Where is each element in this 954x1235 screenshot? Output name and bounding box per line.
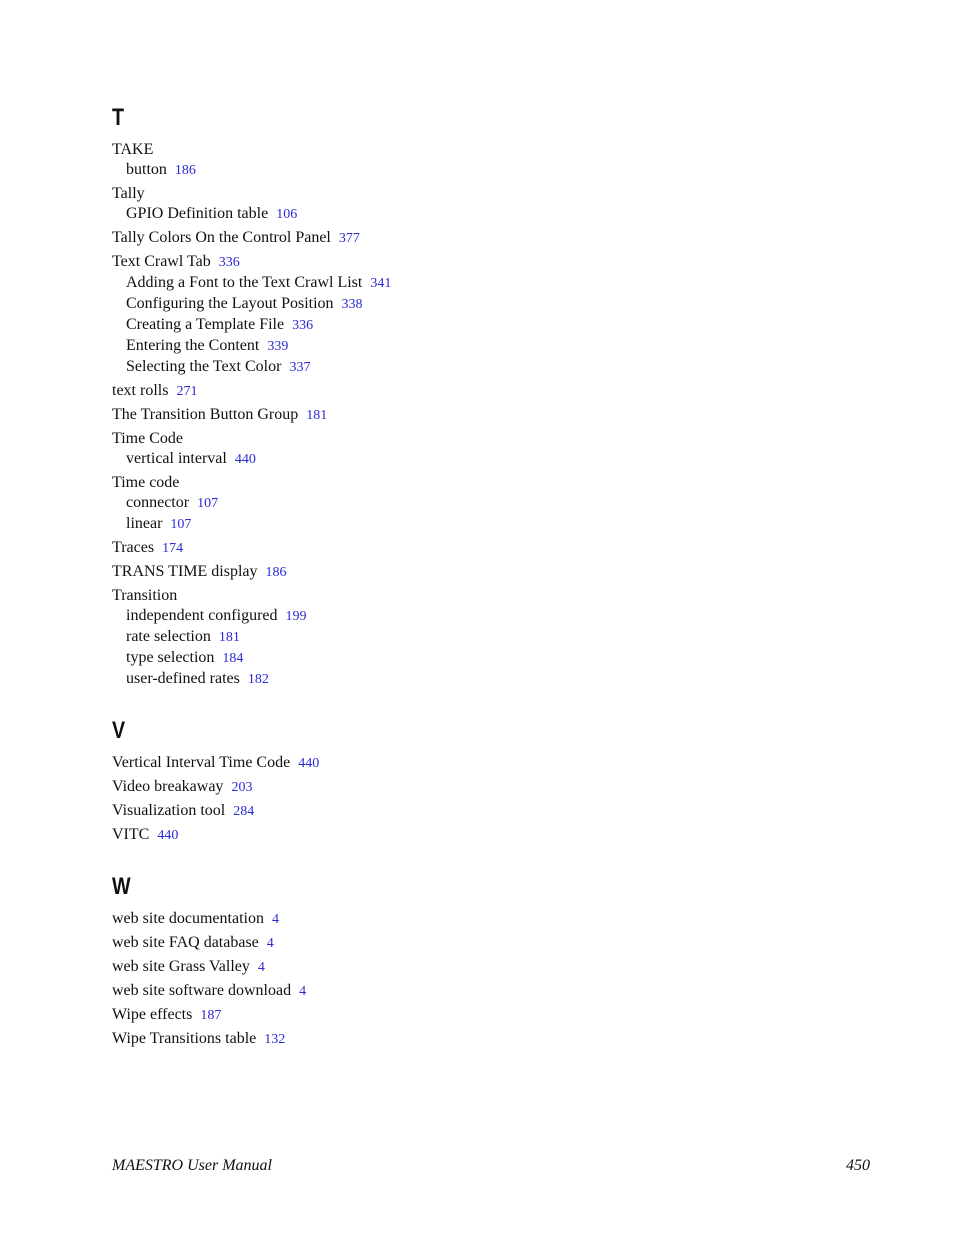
entry-text: Traces	[112, 539, 155, 556]
entry-text: linear	[126, 515, 163, 532]
index-entry	[112, 1029, 852, 1050]
page-link[interactable]: 336	[292, 318, 314, 333]
entry-text: Wipe effects	[112, 1006, 193, 1023]
section-letter: T	[112, 104, 125, 131]
page-link[interactable]: 440	[298, 756, 320, 771]
entry-text: user-defined rates	[126, 670, 240, 687]
index-subentry	[112, 357, 852, 378]
index-entry	[112, 1005, 852, 1026]
entry-text: TAKE	[112, 141, 154, 158]
index-entry	[112, 429, 852, 449]
index-entry	[112, 586, 852, 606]
index-entry	[112, 228, 852, 249]
entry-text: Vertical Interval Time Code	[112, 754, 291, 771]
page-link[interactable]: 4	[257, 960, 265, 975]
entry-text: Video breakaway	[112, 778, 224, 795]
page-link[interactable]: 186	[265, 565, 287, 580]
page-link[interactable]: 336	[218, 255, 240, 270]
entry-text: Selecting the Text Color	[126, 358, 282, 375]
page-link[interactable]: 4	[299, 984, 307, 999]
page-link[interactable]: 338	[341, 297, 363, 312]
index-entry	[112, 538, 852, 559]
entry-text: Adding a Font to the Text Crawl List	[126, 274, 363, 291]
index-subentry	[112, 606, 852, 627]
page-link[interactable]: 181	[306, 408, 328, 423]
page-link[interactable]: 440	[234, 452, 256, 467]
index-subentry	[112, 627, 852, 648]
entry-text: text rolls	[112, 382, 169, 399]
entry-text: button	[126, 161, 167, 178]
index-subentry	[112, 204, 852, 225]
entry-text: The Transition Button Group	[112, 406, 299, 423]
entry-text: Wipe Transitions table	[112, 1030, 257, 1047]
index-entry	[112, 957, 852, 978]
index-entry	[112, 473, 852, 493]
page-link[interactable]: 107	[197, 496, 219, 511]
entry-text: type selection	[126, 649, 215, 666]
page-link[interactable]: 4	[266, 936, 274, 951]
index-entry	[112, 801, 852, 822]
page-link[interactable]: 132	[264, 1032, 286, 1047]
page-link[interactable]: 271	[176, 384, 198, 399]
index-subentry	[112, 294, 852, 315]
entry-text: independent configured	[126, 607, 278, 624]
page-link[interactable]: 186	[174, 163, 196, 178]
index-subentry	[112, 273, 852, 294]
index-entry	[112, 140, 852, 160]
page-link[interactable]: 106	[276, 207, 298, 222]
entry-text: web site software download	[112, 982, 292, 999]
page-link[interactable]: 187	[200, 1008, 222, 1023]
page-link[interactable]: 341	[370, 276, 392, 291]
index-list	[112, 104, 852, 1050]
entry-text: Transition	[112, 587, 178, 604]
entry-text: web site documentation	[112, 910, 264, 927]
page-link[interactable]: 4	[271, 912, 279, 927]
index-entry	[112, 933, 852, 954]
entry-text: VITC	[112, 826, 150, 843]
index-entry	[112, 381, 852, 402]
index-entry	[112, 405, 852, 426]
entry-text: web site FAQ database	[112, 934, 259, 951]
entry-text: Tally Colors On the Control Panel	[112, 229, 331, 246]
index-subentry	[112, 449, 852, 470]
entry-text: Time Code	[112, 430, 183, 447]
page-link[interactable]: 184	[222, 651, 244, 666]
page-link[interactable]: 174	[162, 541, 184, 556]
entry-text: Tally	[112, 185, 145, 202]
entry-text: connector	[126, 494, 190, 511]
page-link[interactable]: 284	[233, 804, 255, 819]
section-letter: V	[112, 717, 126, 744]
entry-text: Time code	[112, 474, 180, 491]
entry-text: TRANS TIME display	[112, 563, 258, 580]
page-link[interactable]: 199	[285, 609, 307, 624]
entry-text: Entering the Content	[126, 337, 260, 354]
entry-text: Creating a Template File	[126, 316, 285, 333]
entry-text: rate selection	[126, 628, 211, 645]
entry-text: Visualization tool	[112, 802, 226, 819]
page-link[interactable]: 203	[231, 780, 253, 795]
index-entry	[112, 825, 852, 846]
index-section	[112, 717, 852, 846]
footer-title: MAESTRO User Manual	[112, 1157, 272, 1174]
section-letter: W	[112, 873, 131, 900]
page-link[interactable]: 339	[267, 339, 289, 354]
page-link[interactable]: 440	[157, 828, 179, 843]
index-entry	[112, 562, 852, 583]
index-entry	[112, 909, 852, 930]
index-entry	[112, 184, 852, 204]
entry-text: vertical interval	[126, 450, 227, 467]
footer-page-number: 450	[846, 1157, 870, 1174]
page-link[interactable]: 182	[247, 672, 269, 687]
index-entry	[112, 981, 852, 1002]
page-link[interactable]: 377	[338, 231, 360, 246]
index-subentry	[112, 493, 852, 514]
index-subentry	[112, 160, 852, 181]
entry-text: Text Crawl Tab	[112, 253, 211, 270]
index-subentry	[112, 514, 852, 535]
index-entry	[112, 777, 852, 798]
index-entry	[112, 753, 852, 774]
index-entry	[112, 252, 852, 273]
page-link[interactable]: 181	[218, 630, 240, 645]
index-subentry	[112, 336, 852, 357]
page-link[interactable]: 107	[170, 517, 192, 532]
page-footer	[112, 1156, 870, 1176]
index-subentry	[112, 315, 852, 336]
entry-text: web site Grass Valley	[112, 958, 250, 975]
index-section	[112, 873, 852, 1050]
entry-text: Configuring the Layout Position	[126, 295, 334, 312]
index-section	[112, 104, 852, 690]
entry-text: GPIO Definition table	[126, 205, 269, 222]
index-subentry	[112, 648, 852, 669]
index-subentry	[112, 669, 852, 690]
page-link[interactable]: 337	[289, 360, 311, 375]
